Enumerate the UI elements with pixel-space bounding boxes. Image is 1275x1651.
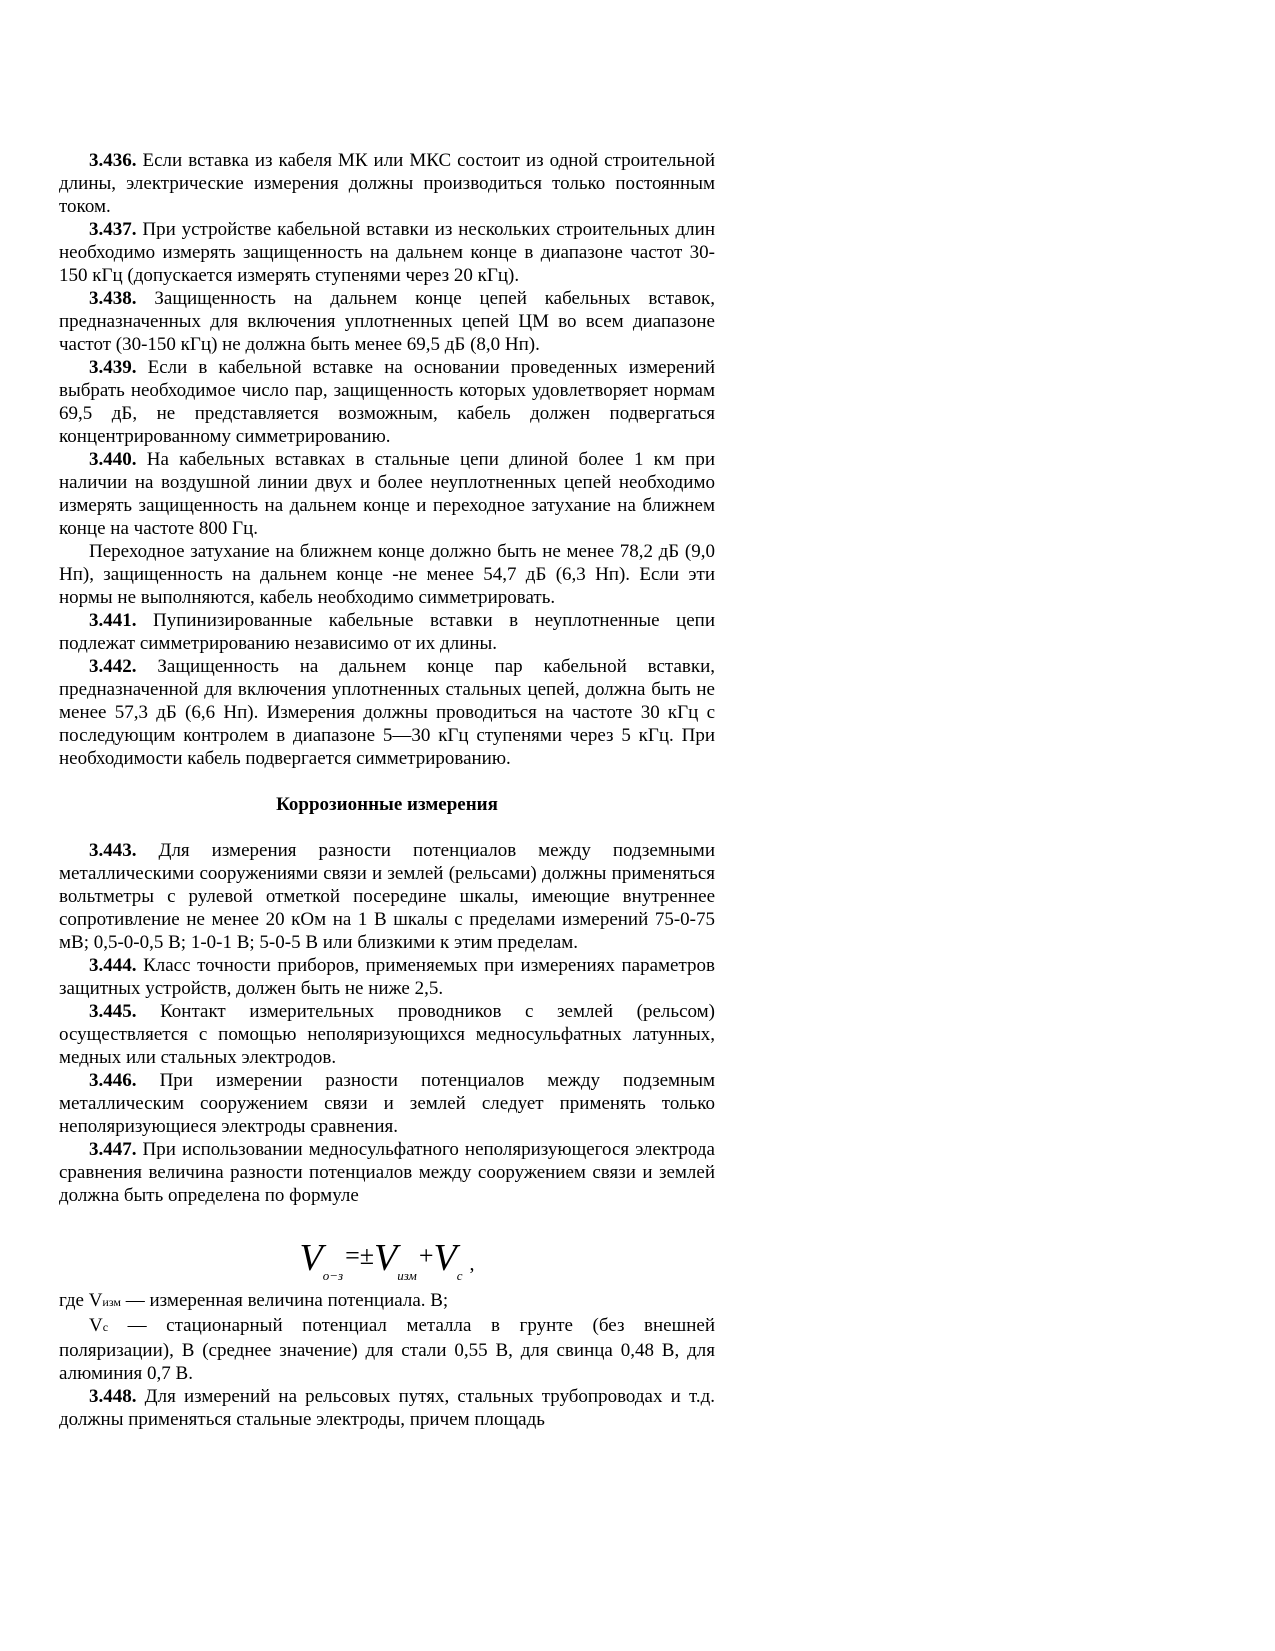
clause-number: 3.445. [89, 1001, 137, 1022]
paragraph-3-439 [59, 356, 715, 448]
formula-var-v: V [299, 1237, 323, 1279]
clause-text: Если вставка из кабеля МК или МКС состоит из одной строительной длины, электрические измерения должны производиться только постоянным током. [59, 150, 715, 217]
clause-number: 3.448. [89, 1386, 137, 1407]
clause-number: 3.443. [89, 840, 137, 861]
formula-legend-vizm [59, 1289, 715, 1314]
clause-text: Если в кабельной вставке на основании проведенных измерений выбрать необходимое число пар, защищенность которых удовлетворяет нормам 69,5 дБ, не представляется возможным, кабель должен подвергаться концентрированному симметрированию. [59, 357, 715, 447]
paragraph-3-446 [59, 1069, 715, 1138]
document-page [59, 149, 715, 1431]
formula-var-v: V [374, 1237, 398, 1279]
paragraph-3-442 [59, 655, 715, 770]
clause-number: 3.439. [89, 357, 137, 378]
paragraphs-after [59, 839, 715, 1207]
legend-text: — измеренная величина потенциала. В; [121, 1290, 449, 1311]
paragraph-3-436 [59, 149, 715, 218]
clause-number: 3.447. [89, 1139, 137, 1160]
formula-equals: = [345, 1241, 360, 1270]
clause-text: При использовании медносульфатного неполяризующегося электрода сравнения величина разности потенциалов между сооружением связи и землей должна быть определена по формуле [59, 1139, 715, 1206]
clause-text: Переходное затухание на ближнем конце должно быть не менее 78,2 дБ (9,0 Нп), защищенность на дальнем конце -не менее 54,7 дБ (6,3 Нп). Если эти нормы не выполняются, кабель необходимо симметрировать. [59, 541, 715, 608]
clause-text: Класс точности приборов, применяемых при измерениях параметров защитных устройств, должен быть не ниже 2,5. [59, 955, 715, 999]
paragraph-3-444 [59, 954, 715, 1000]
clause-number: 3.441. [89, 610, 137, 631]
formula-plus: + [418, 1241, 434, 1270]
formula-subscript: с [456, 1268, 463, 1283]
clause-text: Для измерений на рельсовых путях, стальных трубопроводах и т.д. должны применяться стальные электроды, причем площадь [59, 1386, 715, 1430]
formula-var-v: V [433, 1237, 457, 1279]
paragraphs-before [59, 149, 715, 770]
clause-text: Для измерения разности потенциалов между подземными металлическими сооружениями связи и землей (рельсами) должны применяться вольтметры с рулевой отметкой посередине шкалы, имеющие внутреннее сопротивление не менее 20 кОм на 1 В шкалы с пределами измерений 75-0-75 мВ; 0,5-0-0,5 В; 1-0-1 В; 5-0-5 В или близкими к этим пределам. [59, 840, 715, 953]
formula-comma: , [464, 1253, 475, 1275]
paragraph-3-441 [59, 609, 715, 655]
clause-text: На кабельных вставках в стальные цепи длиной более 1 км при наличии на воздушной линии двух и более неуплотненных цепей необходимо измерять защищенность на дальнем конце и переходное затухание на ближнем конце на частоте 800 Гц. [59, 449, 715, 539]
paragraph-3-437 [59, 218, 715, 287]
clause-number: 3.442. [89, 656, 137, 677]
legend-subscript: с [102, 1320, 109, 1334]
formula-subscript: изм [397, 1268, 417, 1283]
formula-subscript: о−з [322, 1268, 344, 1283]
potential-formula [59, 1225, 715, 1287]
clause-text: При устройстве кабельной вставки из нескольких строительных длин необходимо измерять защищенность на дальнем конце в диапазоне частот 30-150 кГц (допускается измерять ступенями через 20 кГц). [59, 219, 715, 286]
legend-subscript: изм [102, 1295, 122, 1309]
clause-number: 3.437. [89, 219, 137, 240]
paragraph-3-448 [59, 1385, 715, 1431]
clause-number: 3.440. [89, 449, 137, 470]
clause-text: Защищенность на дальнем конце пар кабельной вставки, предназначенной для включения уплотненных стальных цепей, должна быть не менее 57,3 дБ (6,6 Нп). Измерения должны проводиться на частоте 30 кГц с последующим контролем в диапазоне 5—30 кГц ступенями через 5 кГц. При необходимости кабель подвергается симметрированию. [59, 656, 715, 769]
paragraph-3-447 [59, 1138, 715, 1207]
clause-number: 3.436. [89, 150, 137, 171]
paragraph-3-438 [59, 287, 715, 356]
paragraph-3-440 [59, 448, 715, 540]
clause-text: Пупинизированные кабельные вставки в неуплотненные цепи подлежат симметрированию независимо от их длины. [59, 610, 715, 654]
clause-number: 3.446. [89, 1070, 137, 1091]
formula-legend-vc [59, 1314, 715, 1385]
legend-prefix: где V [59, 1290, 103, 1311]
clause-number: 3.444. [89, 955, 137, 976]
clause-text: Контакт измерительных проводников с землей (рельсом) осуществляется с помощью неполяризующихся медносульфатных латунных, медных или стальных электродов. [59, 1001, 715, 1068]
clause-number: 3.438. [89, 288, 137, 309]
clause-text: Защищенность на дальнем конце цепей кабельных вставок, предназначенных для включения уплотненных цепей ЦМ во всем диапазоне частот (30-150 кГц) не должна быть менее 69,5 дБ (8,0 Нп). [59, 288, 715, 355]
legend-prefix: V [89, 1315, 103, 1336]
paragraph-3-440-continued [59, 540, 715, 609]
legend-text: — стационарный потенциал металла в грунте (без внешней поляризации), В (среднее значение) для стали 0,55 В, для свинца 0,48 В, для алюминия 0,7 В. [59, 1315, 715, 1384]
paragraph-3-443 [59, 839, 715, 954]
formula-plus-minus: ± [359, 1241, 375, 1270]
paragraph-3-445 [59, 1000, 715, 1069]
section-heading: Коррозионные измерения [276, 794, 498, 815]
clause-text: При измерении разности потенциалов между подземным металлическим сооружением связи и землей следует применять только неполяризующиеся электроды сравнения. [59, 1070, 715, 1137]
